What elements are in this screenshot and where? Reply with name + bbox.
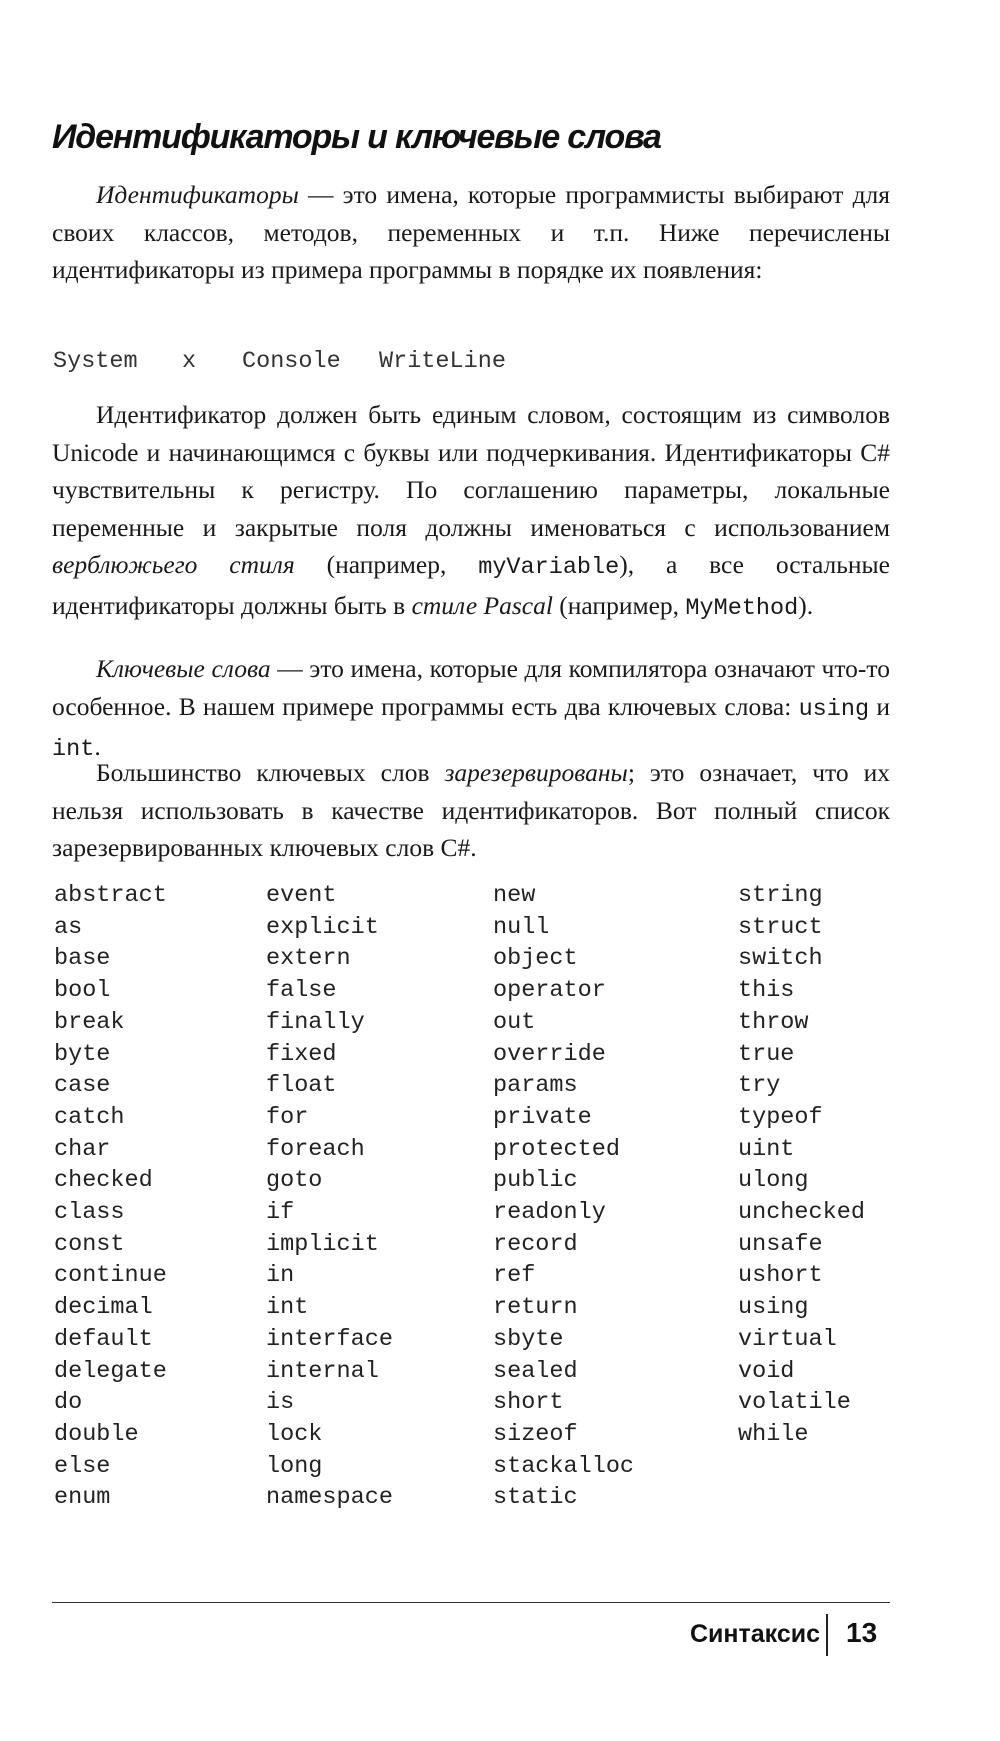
keyword-item: checked	[54, 1167, 153, 1195]
keyword-item: extern	[266, 945, 351, 973]
keyword-item: continue	[54, 1262, 167, 1290]
keyword-item: try	[738, 1072, 781, 1100]
pascal-case-term: стиле Pascal	[411, 590, 553, 620]
keyword-item: public	[493, 1167, 578, 1195]
keyword-item: int	[266, 1294, 309, 1322]
identifier-item: x	[182, 348, 197, 375]
keyword-item: if	[266, 1199, 295, 1227]
keyword-item: else	[54, 1452, 111, 1480]
running-footer-section: Синтаксис	[690, 1620, 821, 1648]
keyword-item: return	[493, 1294, 578, 1322]
keyword-item: as	[54, 913, 83, 941]
keyword-item: unchecked	[738, 1199, 865, 1227]
keyword-item: false	[266, 977, 337, 1005]
keyword-item: private	[493, 1103, 592, 1131]
paragraph-text: (например,	[294, 550, 479, 579]
paragraph-text: — это имена, которые для компилятора означают что-то особенное. В нашем примере программы есть два ключевых слова:	[52, 654, 890, 721]
keyword-item: default	[54, 1325, 153, 1353]
keyword-item: case	[54, 1072, 111, 1100]
paragraph-keywords-definition	[52, 650, 890, 769]
keyword-item: ulong	[738, 1167, 809, 1195]
identifier-item: System	[53, 348, 138, 375]
keyword-item: lock	[266, 1420, 323, 1448]
paragraph-text: .	[94, 732, 101, 761]
keyword-item: override	[493, 1040, 606, 1068]
keyword-item: true	[738, 1040, 795, 1068]
keyword-item: event	[266, 882, 337, 909]
keyword-item: sizeof	[493, 1420, 578, 1448]
code-sample: using	[798, 695, 870, 723]
keyword-item: stackalloc	[493, 1452, 635, 1480]
keyword-item: finally	[266, 1008, 365, 1036]
keyword-item: this	[738, 977, 795, 1005]
page-number: 13	[846, 1617, 878, 1648]
keyword-item: while	[738, 1420, 809, 1448]
keyword-item: void	[738, 1357, 795, 1385]
keyword-item: static	[493, 1484, 578, 1512]
keyword-item: foreach	[266, 1135, 365, 1163]
section-heading: Идентификаторы и ключевые слова	[52, 118, 661, 156]
keyword-item: fixed	[266, 1040, 337, 1068]
keyword-item: params	[493, 1072, 578, 1100]
paragraph-text: ), а все остальные идентификаторы должны быть в	[52, 550, 890, 620]
keyword-item: abstract	[54, 882, 167, 909]
keyword-column-2	[266, 880, 393, 1514]
keyword-item: string	[738, 882, 823, 909]
keyword-item: sealed	[493, 1357, 578, 1385]
keyword-column-1	[54, 880, 167, 1514]
identifier-item: WriteLine	[379, 348, 506, 375]
code-sample: int	[52, 736, 95, 763]
keyword-item: byte	[54, 1040, 111, 1068]
code-sample: MyMethod	[685, 594, 799, 622]
keyword-item: protected	[493, 1135, 620, 1163]
paragraph-text: — это имена, которые программисты выбирают для своих классов, методов, переменных и т.п. Ниже перечислены идентификаторы из примера программы в порядке их появления:	[52, 180, 890, 284]
keyword-item: out	[493, 1008, 536, 1036]
keyword-item: short	[493, 1389, 564, 1417]
keyword-item: catch	[54, 1103, 125, 1131]
term-identifiers: Идентификаторы	[96, 180, 299, 209]
keyword-item: volatile	[738, 1389, 851, 1417]
footer-separator	[826, 1614, 828, 1656]
camel-case-term: верблюжьего стиля	[52, 550, 295, 579]
keyword-item: null	[493, 913, 550, 941]
paragraph-text: Идентификатор должен быть единым словом, состоящим из символов Unicode и начинающимся с буквы или подчеркивания. Идентификаторы C# чувствительны к регистру. По соглашению параметры, локальные переменные и закрытые поля должны именоваться с использованием	[52, 400, 890, 542]
keyword-item: is	[266, 1389, 295, 1417]
keyword-item: long	[266, 1452, 323, 1480]
keyword-column-4	[738, 880, 865, 1451]
keyword-item: delegate	[54, 1357, 167, 1385]
keyword-column-3	[493, 880, 634, 1514]
term-keywords: Ключевые слова	[96, 654, 271, 683]
keyword-item: float	[266, 1072, 337, 1100]
keyword-item: interface	[266, 1325, 393, 1353]
paragraph-text: ; это означает, что их нельзя использовать в качестве идентификаторов. Вот полный список зарезервированных ключевых слов C#.	[52, 758, 890, 862]
keyword-item: implicit	[266, 1230, 379, 1258]
keyword-item: ref	[493, 1262, 536, 1290]
keyword-item: new	[493, 882, 536, 909]
keyword-item: using	[738, 1294, 809, 1322]
keyword-item: char	[54, 1135, 111, 1163]
reserved-term: зарезервированы	[444, 758, 628, 787]
keyword-item: base	[54, 945, 111, 973]
keyword-item: namespace	[266, 1484, 393, 1512]
keyword-item: sbyte	[493, 1325, 564, 1353]
keyword-item: typeof	[738, 1103, 823, 1131]
keyword-item: internal	[266, 1357, 379, 1385]
paragraph-identifiers-definition	[52, 176, 890, 289]
paragraph-text: Большинство ключевых слов	[96, 758, 445, 787]
paragraph-identifier-rules	[52, 396, 890, 627]
keyword-item: do	[54, 1389, 83, 1417]
keyword-item: enum	[54, 1484, 111, 1512]
paragraph-text: ).	[798, 590, 814, 620]
keyword-item: object	[493, 945, 578, 973]
keyword-item: bool	[54, 977, 111, 1005]
keyword-item: throw	[738, 1008, 809, 1036]
keyword-item: unsafe	[738, 1230, 823, 1258]
keyword-item: uint	[738, 1135, 795, 1163]
paragraph-text: и	[869, 691, 890, 721]
keyword-item: operator	[493, 977, 606, 1005]
keyword-item: record	[493, 1230, 578, 1258]
keyword-item: const	[54, 1230, 125, 1258]
keyword-item: readonly	[493, 1199, 606, 1227]
keyword-item: struct	[738, 913, 823, 941]
keyword-item: class	[54, 1199, 125, 1227]
keyword-item: break	[54, 1008, 125, 1036]
keyword-item: for	[266, 1103, 309, 1131]
keyword-item: goto	[266, 1167, 323, 1195]
keyword-item: decimal	[54, 1294, 153, 1322]
keyword-item: double	[54, 1420, 139, 1448]
keyword-item: virtual	[738, 1325, 837, 1353]
footer-divider	[52, 1602, 890, 1603]
keyword-item: ushort	[738, 1262, 823, 1290]
keyword-item: in	[266, 1262, 295, 1290]
paragraph-text: (например,	[552, 590, 686, 620]
identifier-item: Console	[242, 348, 341, 375]
paragraph-reserved-keywords	[52, 754, 890, 867]
keyword-item: explicit	[266, 913, 379, 941]
keyword-item: switch	[738, 945, 823, 973]
code-sample: myVariable	[478, 554, 620, 581]
